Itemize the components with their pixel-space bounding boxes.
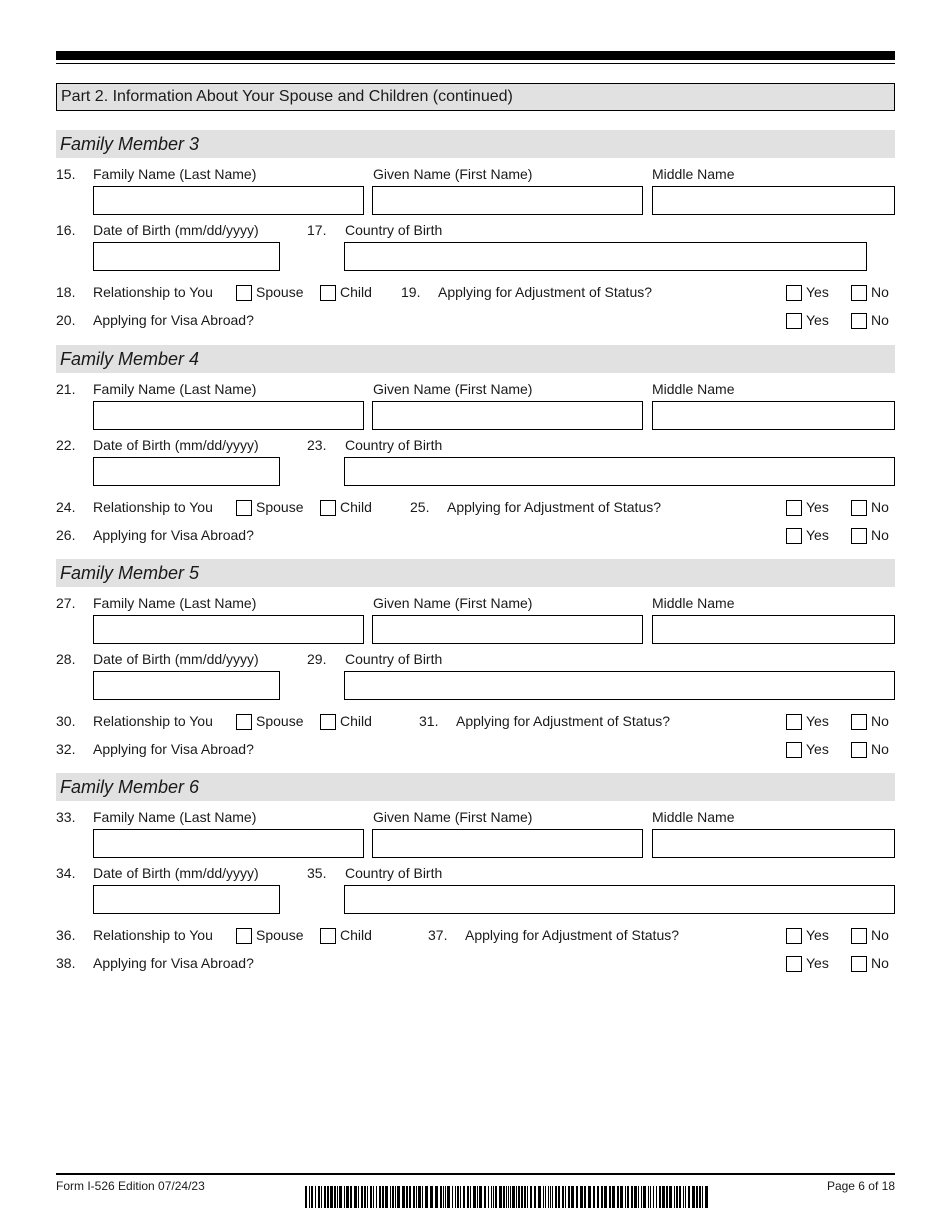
- barcode-bar: [631, 1186, 633, 1208]
- barcode-bar: [508, 1186, 509, 1208]
- barcode-bar: [309, 1186, 310, 1208]
- fm6-child-label: Child: [340, 927, 372, 943]
- fm4-adjustment-yes-label: Yes: [806, 499, 829, 515]
- fm4-visa-yes-checkbox[interactable]: [786, 528, 802, 544]
- barcode-bar: [666, 1186, 668, 1208]
- barcode-bar: [548, 1186, 549, 1208]
- fm4-section-title: Family Member 4: [56, 345, 895, 373]
- barcode-bar: [344, 1186, 345, 1208]
- barcode-bar: [580, 1186, 583, 1208]
- fm5-dob-input[interactable]: [93, 671, 280, 700]
- fm6-item-number-dob: 34.: [56, 865, 76, 881]
- fm4-visa-no-label: No: [871, 527, 889, 543]
- fm4-dob-input[interactable]: [93, 457, 280, 486]
- barcode-bar: [565, 1186, 566, 1208]
- barcode-bar: [479, 1186, 482, 1208]
- fm4-dob-label: Date of Birth (mm/dd/yyyy): [93, 437, 259, 453]
- barcode-bar: [593, 1186, 595, 1208]
- fm5-visa-yes-checkbox[interactable]: [786, 742, 802, 758]
- fm4-visa-yes-label: Yes: [806, 527, 829, 543]
- fm3-visa-label: Applying for Visa Abroad?: [93, 312, 254, 328]
- part-header: Part 2. Information About Your Spouse and Children (continued): [56, 83, 895, 111]
- barcode-bar: [430, 1186, 433, 1208]
- barcode-bar: [346, 1186, 349, 1208]
- fm6-adjustment-yes-checkbox[interactable]: [786, 928, 802, 944]
- barcode-bar: [545, 1186, 546, 1208]
- barcode-bar: [339, 1186, 342, 1208]
- fm3-item-number-dob: 16.: [56, 222, 76, 238]
- fm3-family-name-input[interactable]: [93, 186, 364, 215]
- fm5-country-label: Country of Birth: [345, 651, 443, 667]
- fm4-item-number-country: 23.: [307, 437, 327, 453]
- barcode-bar: [477, 1186, 478, 1208]
- barcode-bar: [321, 1186, 322, 1208]
- barcode-bar: [373, 1186, 374, 1208]
- page-number: Page 6 of 18: [826, 1179, 895, 1193]
- barcode-bar: [588, 1186, 591, 1208]
- fm5-country-input[interactable]: [344, 671, 895, 700]
- barcode-bar: [562, 1186, 564, 1208]
- fm5-adjustment-yes-label: Yes: [806, 713, 829, 729]
- barcode-bar: [527, 1186, 528, 1208]
- barcode-bar: [495, 1186, 497, 1208]
- barcode-bar: [510, 1186, 511, 1208]
- fm6-item-number-adjustment: 37.: [428, 927, 448, 943]
- barcode-bar: [617, 1186, 619, 1208]
- fm3-middle-name-label: Middle Name: [652, 166, 735, 182]
- barcode-bar: [648, 1186, 649, 1208]
- fm5-middle-name-label: Middle Name: [652, 595, 735, 611]
- barcode-bar: [337, 1186, 338, 1208]
- fm5-section-title: Family Member 5: [56, 559, 895, 587]
- barcode-bar: [696, 1186, 698, 1208]
- footer-rule: [56, 1173, 895, 1175]
- barcode-bar: [662, 1186, 665, 1208]
- barcode-bar: [699, 1186, 701, 1208]
- fm3-child-label: Child: [340, 284, 372, 300]
- fm5-item-number-country: 29.: [307, 651, 327, 667]
- barcode-bar: [552, 1186, 553, 1208]
- barcode-bar: [470, 1186, 471, 1208]
- fm4-spouse-checkbox[interactable]: [236, 500, 252, 516]
- fm4-item-number-name: 21.: [56, 381, 76, 397]
- fm4-adjustment-no-label: No: [871, 499, 889, 515]
- fm6-dob-label: Date of Birth (mm/dd/yyyy): [93, 865, 259, 881]
- barcode-bar: [350, 1186, 352, 1208]
- barcode-bar: [601, 1186, 603, 1208]
- barcode-bar: [452, 1186, 453, 1208]
- fm3-adjustment-yes-label: Yes: [806, 284, 829, 300]
- barcode-bar: [550, 1186, 551, 1208]
- barcode-bar: [669, 1186, 672, 1208]
- fm4-item-number-visa: 26.: [56, 527, 76, 543]
- fm3-country-input[interactable]: [344, 242, 867, 271]
- fm5-child-label: Child: [340, 713, 372, 729]
- barcode-bar: [656, 1186, 657, 1208]
- fm6-item-number-visa: 38.: [56, 955, 76, 971]
- barcode-bar: [305, 1186, 307, 1208]
- barcode-bar: [641, 1186, 642, 1208]
- fm5-item-number-dob: 28.: [56, 651, 76, 667]
- fm6-middle-name-label: Middle Name: [652, 809, 735, 825]
- fm3-section-title: Family Member 3: [56, 130, 895, 158]
- fm4-middle-name-input[interactable]: [652, 401, 895, 430]
- fm6-item-number-country: 35.: [307, 865, 327, 881]
- fm6-section-title: Family Member 6: [56, 773, 895, 801]
- fm3-adjustment-label: Applying for Adjustment of Status?: [438, 284, 653, 300]
- fm6-given-name-input[interactable]: [372, 829, 643, 858]
- fm6-item-number-name: 33.: [56, 809, 76, 825]
- fm3-country-label: Country of Birth: [345, 222, 443, 238]
- barcode-bar: [425, 1186, 428, 1208]
- barcode-bar: [702, 1186, 703, 1208]
- barcode-bar: [330, 1186, 333, 1208]
- fm5-relationship-label: Relationship to You: [93, 713, 213, 729]
- barcode-bar: [643, 1186, 646, 1208]
- barcode-bar: [406, 1186, 408, 1208]
- barcode-bar: [370, 1186, 372, 1208]
- barcode-bar: [315, 1186, 316, 1208]
- barcode-bar: [683, 1186, 684, 1208]
- fm5-adjustment-no-checkbox[interactable]: [851, 714, 867, 730]
- barcode-bar: [390, 1186, 391, 1208]
- fm6-visa-label: Applying for Visa Abroad?: [93, 955, 254, 971]
- fm6-family-name-label: Family Name (Last Name): [93, 809, 257, 825]
- fm5-adjustment-yes-checkbox[interactable]: [786, 714, 802, 730]
- fm3-middle-name-input[interactable]: [652, 186, 895, 215]
- fm5-item-number-name: 27.: [56, 595, 76, 611]
- barcode-bar: [416, 1186, 417, 1208]
- barcode-bar: [538, 1186, 541, 1208]
- fm6-visa-no-checkbox[interactable]: [851, 956, 867, 972]
- barcode-bar: [413, 1186, 415, 1208]
- barcode-bar: [382, 1186, 384, 1208]
- barcode-bar: [571, 1186, 574, 1208]
- barcode-bar: [467, 1186, 469, 1208]
- barcode-bar: [627, 1186, 629, 1208]
- barcode-bar: [447, 1186, 450, 1208]
- barcode-bar: [376, 1186, 377, 1208]
- barcode-bar: [443, 1186, 444, 1208]
- barcode-bar: [555, 1186, 557, 1208]
- barcode-bar: [397, 1186, 400, 1208]
- barcode-bar: [358, 1186, 359, 1208]
- fm4-middle-name-label: Middle Name: [652, 381, 735, 397]
- barcode-bar: [653, 1186, 654, 1208]
- barcode-bar: [705, 1186, 708, 1208]
- barcode-bar: [361, 1186, 363, 1208]
- fm4-child-checkbox[interactable]: [320, 500, 336, 516]
- fm5-visa-label: Applying for Visa Abroad?: [93, 741, 254, 757]
- barcode-bar: [367, 1186, 368, 1208]
- barcode-bar: [685, 1186, 686, 1208]
- fm5-adjustment-no-label: No: [871, 713, 889, 729]
- fm4-adjustment-yes-checkbox[interactable]: [786, 500, 802, 516]
- barcode-bar: [311, 1186, 313, 1208]
- fm5-item-number-relationship: 30.: [56, 713, 76, 729]
- fm3-visa-yes-label: Yes: [806, 312, 829, 328]
- fm6-family-name-input[interactable]: [93, 829, 364, 858]
- fm3-adjustment-no-checkbox[interactable]: [851, 285, 867, 301]
- barcode-bar: [395, 1186, 396, 1208]
- barcode-bar: [506, 1186, 507, 1208]
- barcode-bar: [676, 1186, 678, 1208]
- barcode-bar: [379, 1186, 381, 1208]
- fm4-family-name-label: Family Name (Last Name): [93, 381, 257, 397]
- fm3-item-number-adjustment: 19.: [401, 284, 421, 300]
- fm5-item-number-visa: 32.: [56, 741, 76, 757]
- fm4-adjustment-no-checkbox[interactable]: [851, 500, 867, 516]
- barcode-bar: [543, 1186, 544, 1208]
- fm6-adjustment-label: Applying for Adjustment of Status?: [465, 927, 680, 943]
- fm4-given-name-label: Given Name (First Name): [373, 381, 533, 397]
- fm5-family-name-label: Family Name (Last Name): [93, 595, 257, 611]
- fm5-item-number-adjustment: 31.: [419, 713, 439, 729]
- fm4-given-name-input[interactable]: [372, 401, 643, 430]
- fm5-spouse-checkbox[interactable]: [236, 714, 252, 730]
- barcode-bar: [460, 1186, 461, 1208]
- fm6-visa-yes-checkbox[interactable]: [786, 956, 802, 972]
- barcode-bar: [463, 1186, 465, 1208]
- barcode-bar: [402, 1186, 405, 1208]
- barcode-bar: [518, 1186, 520, 1208]
- fm3-relationship-label: Relationship to You: [93, 284, 213, 300]
- fm3-family-name-label: Family Name (Last Name): [93, 166, 257, 182]
- fm4-country-input[interactable]: [344, 457, 895, 486]
- fm5-middle-name-input[interactable]: [652, 615, 895, 644]
- barcode-bar: [327, 1186, 329, 1208]
- barcode-bar: [435, 1186, 438, 1208]
- fm5-visa-no-label: No: [871, 741, 889, 757]
- barcode-bar: [385, 1186, 388, 1208]
- barcode-bar: [484, 1186, 486, 1208]
- barcode-bar: [418, 1186, 421, 1208]
- fm4-family-name-input[interactable]: [93, 401, 364, 430]
- fm5-given-name-input[interactable]: [372, 615, 643, 644]
- barcode-bar: [638, 1186, 639, 1208]
- barcode-bar: [530, 1186, 532, 1208]
- fm3-item-number-visa: 20.: [56, 312, 76, 328]
- barcode-bar: [440, 1186, 442, 1208]
- barcode-bar: [609, 1186, 611, 1208]
- fm3-visa-no-label: No: [871, 312, 889, 328]
- barcode-bar: [499, 1186, 502, 1208]
- fm3-spouse-label: Spouse: [256, 284, 304, 300]
- barcode-bar: [597, 1186, 599, 1208]
- fm5-family-name-input[interactable]: [93, 615, 364, 644]
- fm6-visa-yes-label: Yes: [806, 955, 829, 971]
- fm6-visa-no-label: No: [871, 955, 889, 971]
- fm4-item-number-dob: 22.: [56, 437, 76, 453]
- barcode-bar: [364, 1186, 366, 1208]
- fm3-visa-yes-checkbox[interactable]: [786, 313, 802, 329]
- fm5-visa-no-checkbox[interactable]: [851, 742, 867, 758]
- fm4-country-label: Country of Birth: [345, 437, 443, 453]
- barcode-bar: [493, 1186, 494, 1208]
- fm3-item-number-name: 15.: [56, 166, 76, 182]
- barcode-bar: [650, 1186, 651, 1208]
- barcode-bar: [558, 1186, 560, 1208]
- barcode-bar: [473, 1186, 476, 1208]
- barcode-bar: [584, 1186, 586, 1208]
- fm6-adjustment-no-checkbox[interactable]: [851, 928, 867, 944]
- barcode-bar: [516, 1186, 517, 1208]
- fm3-item-number-country: 17.: [307, 222, 327, 238]
- barcode-bar: [512, 1186, 515, 1208]
- fm4-relationship-label: Relationship to You: [93, 499, 213, 515]
- fm4-visa-label: Applying for Visa Abroad?: [93, 527, 254, 543]
- barcode-bar: [422, 1186, 423, 1208]
- fm6-adjustment-no-label: No: [871, 927, 889, 943]
- barcode-bar: [568, 1186, 570, 1208]
- fm3-adjustment-yes-checkbox[interactable]: [786, 285, 802, 301]
- barcode-bar: [455, 1186, 456, 1208]
- fm6-spouse-label: Spouse: [256, 927, 304, 943]
- fm5-child-checkbox[interactable]: [320, 714, 336, 730]
- fm6-country-label: Country of Birth: [345, 865, 443, 881]
- fm6-country-input[interactable]: [344, 885, 895, 914]
- barcode-bar: [503, 1186, 505, 1208]
- barcode-bar: [354, 1186, 357, 1208]
- barcode-bar: [688, 1186, 690, 1208]
- barcode-bar: [491, 1186, 492, 1208]
- fm6-spouse-checkbox[interactable]: [236, 928, 252, 944]
- fm6-dob-input[interactable]: [93, 885, 280, 914]
- barcode-bar: [324, 1186, 326, 1208]
- fm6-child-checkbox[interactable]: [320, 928, 336, 944]
- fm4-item-number-adjustment: 25.: [410, 499, 430, 515]
- barcode-bar: [625, 1186, 626, 1208]
- fm6-relationship-label: Relationship to You: [93, 927, 213, 943]
- fm6-middle-name-input[interactable]: [652, 829, 895, 858]
- barcode-bar: [488, 1186, 489, 1208]
- fm6-adjustment-yes-label: Yes: [806, 927, 829, 943]
- barcode-bar: [534, 1186, 536, 1208]
- fm3-item-number-relationship: 18.: [56, 284, 76, 300]
- barcode-bar: [392, 1186, 394, 1208]
- top-rule-thin: [56, 63, 895, 64]
- barcode-bar: [692, 1186, 695, 1208]
- barcode-bar: [620, 1186, 623, 1208]
- barcode-bar: [604, 1186, 607, 1208]
- barcode-bar: [612, 1186, 615, 1208]
- barcode: [305, 1186, 713, 1208]
- barcode-bar: [334, 1186, 336, 1208]
- fm4-spouse-label: Spouse: [256, 499, 304, 515]
- fm5-visa-yes-label: Yes: [806, 741, 829, 757]
- fm3-visa-no-checkbox[interactable]: [851, 313, 867, 329]
- fm3-adjustment-no-label: No: [871, 284, 889, 300]
- fm3-given-name-input[interactable]: [372, 186, 643, 215]
- fm3-dob-label: Date of Birth (mm/dd/yyyy): [93, 222, 259, 238]
- barcode-bar: [524, 1186, 526, 1208]
- barcode-bar: [659, 1186, 661, 1208]
- fm6-item-number-relationship: 36.: [56, 927, 76, 943]
- top-rule-thick: [56, 51, 895, 60]
- barcode-bar: [576, 1186, 578, 1208]
- barcode-bar: [674, 1186, 675, 1208]
- fm5-dob-label: Date of Birth (mm/dd/yyyy): [93, 651, 259, 667]
- fm4-adjustment-label: Applying for Adjustment of Status?: [447, 499, 662, 515]
- fm3-given-name-label: Given Name (First Name): [373, 166, 533, 182]
- barcode-bar: [679, 1186, 681, 1208]
- barcode-bar: [521, 1186, 523, 1208]
- fm6-given-name-label: Given Name (First Name): [373, 809, 533, 825]
- fm4-item-number-relationship: 24.: [56, 499, 76, 515]
- fm3-child-checkbox[interactable]: [320, 285, 336, 301]
- fm3-dob-input[interactable]: [93, 242, 280, 271]
- form-edition: Form I-526 Edition 07/24/23: [56, 1179, 205, 1193]
- fm5-given-name-label: Given Name (First Name): [373, 595, 533, 611]
- fm5-spouse-label: Spouse: [256, 713, 304, 729]
- barcode-bar: [457, 1186, 459, 1208]
- barcode-bar: [409, 1186, 411, 1208]
- barcode-bar: [634, 1186, 637, 1208]
- fm4-child-label: Child: [340, 499, 372, 515]
- fm4-visa-no-checkbox[interactable]: [851, 528, 867, 544]
- fm3-spouse-checkbox[interactable]: [236, 285, 252, 301]
- fm5-adjustment-label: Applying for Adjustment of Status?: [456, 713, 671, 729]
- barcode-bar: [318, 1186, 320, 1208]
- barcode-bar: [445, 1186, 446, 1208]
